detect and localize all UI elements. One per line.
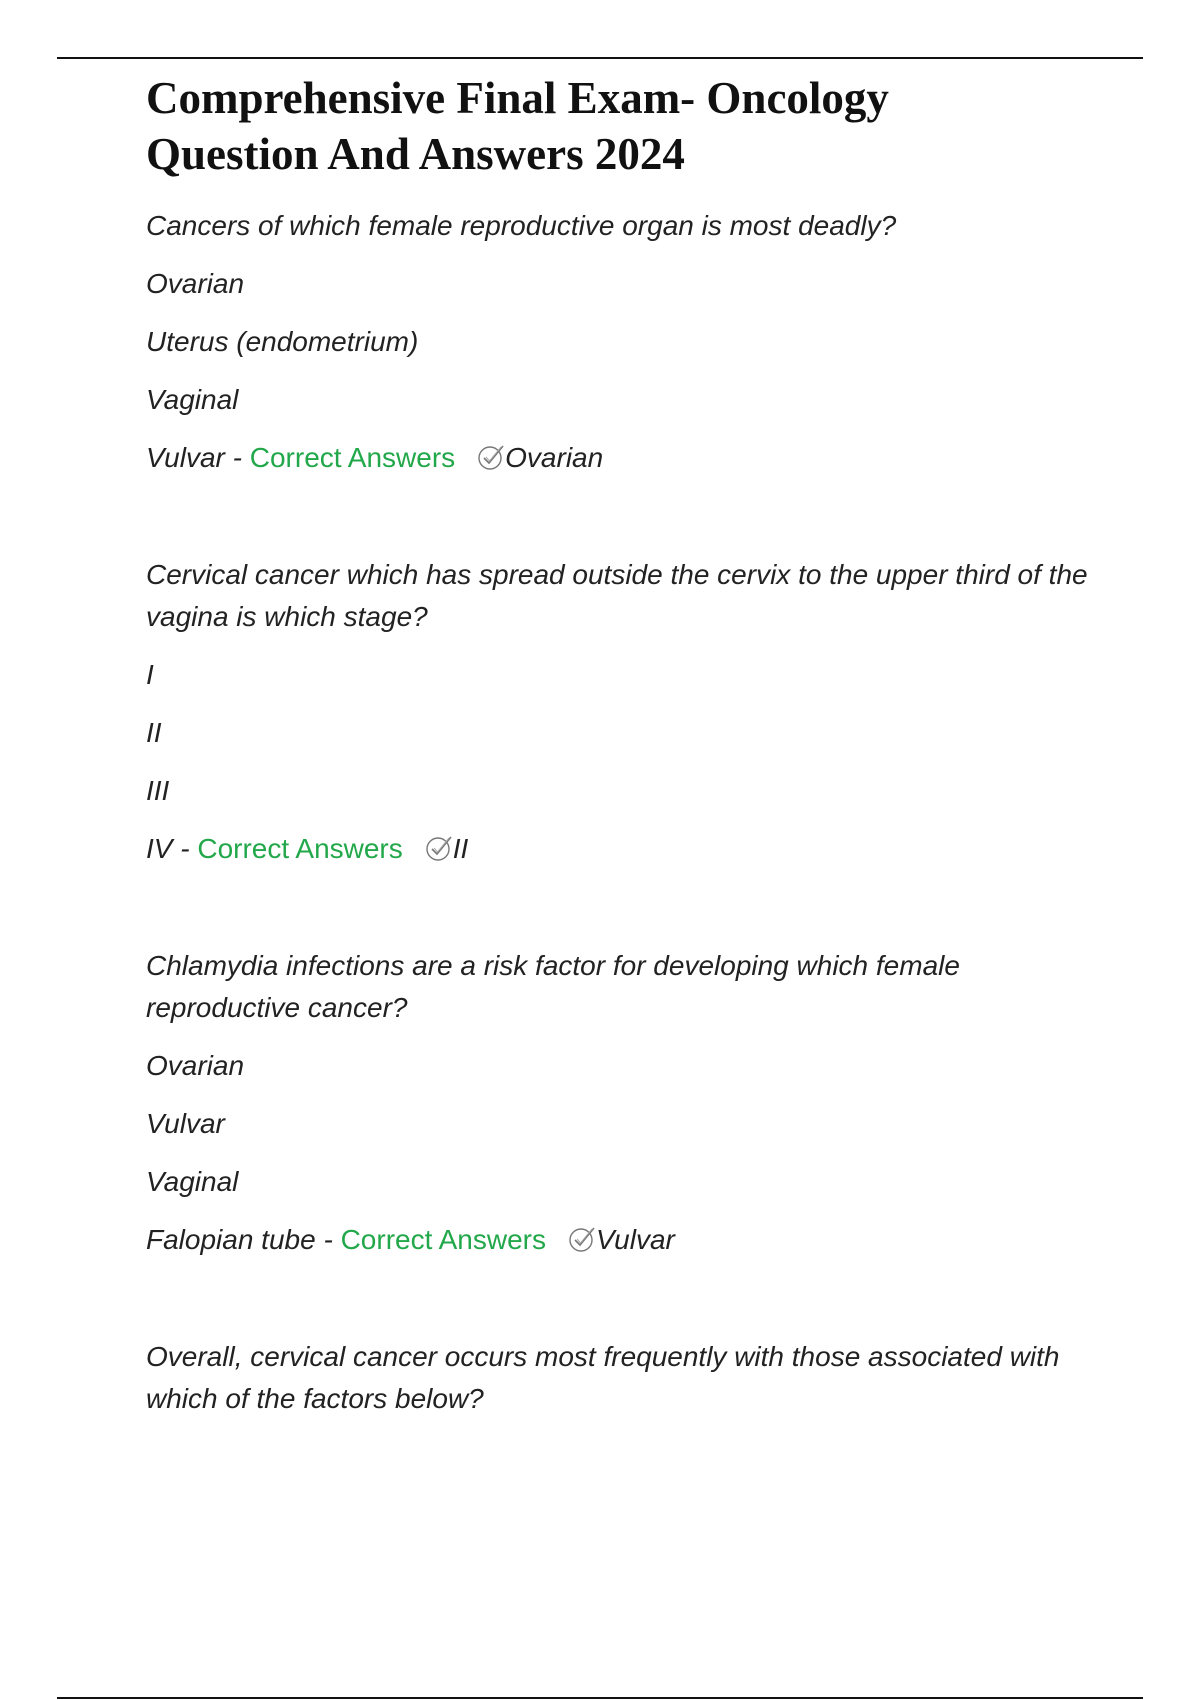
document-page xyxy=(146,70,1096,1436)
option-3: Vaginal xyxy=(146,384,239,415)
question-text: Chlamydia infections are a risk factor for developing which female reproductive cancer? xyxy=(146,950,960,1023)
option-3: III xyxy=(146,775,170,806)
option-4: IV xyxy=(146,833,173,864)
answer-line: Vulvar - Correct Answers Ovarian xyxy=(146,442,604,473)
correct-answers-label: Correct Answers xyxy=(249,442,456,473)
option-4: Vulvar xyxy=(146,442,225,473)
answer-line: IV - Correct Answers II xyxy=(146,833,469,864)
question-text: Cervical cancer which has spread outside the cervix to the upper third of the vagina is which stage? xyxy=(146,559,1088,632)
check-mark-icon xyxy=(477,443,505,471)
question-text: Cancers of which female reproductive organ is most deadly? xyxy=(146,210,897,241)
question-block-1 xyxy=(146,205,1096,479)
option-2: II xyxy=(146,717,162,748)
question-text: Overall, cervical cancer occurs most frequently with those associated with which of the factors below? xyxy=(146,1341,1060,1414)
option-3: Vaginal xyxy=(146,1166,239,1197)
correct-answer: Vulvar xyxy=(595,1224,675,1255)
check-mark-icon xyxy=(425,834,453,862)
correct-answers-label: Correct Answers xyxy=(197,833,403,864)
bottom-rule xyxy=(57,1697,1143,1699)
top-rule xyxy=(57,57,1143,59)
title-line-2: Question And Answers 2024 xyxy=(146,129,685,179)
option-4: Falopian tube xyxy=(146,1224,316,1255)
question-block-4 xyxy=(146,1336,1096,1420)
correct-answers-label: Correct Answers xyxy=(340,1224,546,1255)
check-mark-icon xyxy=(568,1225,596,1253)
answer-line: Falopian tube - Correct Answers Vulvar xyxy=(146,1224,675,1255)
option-1: I xyxy=(146,659,154,690)
option-2: Vulvar xyxy=(146,1108,225,1139)
option-1: Ovarian xyxy=(146,268,245,299)
correct-answer: II xyxy=(452,833,469,864)
option-2: Uterus (endometrium) xyxy=(146,326,419,357)
document-title xyxy=(146,70,1096,182)
option-1: Ovarian xyxy=(146,1050,245,1081)
question-block-3 xyxy=(146,945,1096,1261)
question-block-2 xyxy=(146,554,1096,870)
title-line-1: Comprehensive Final Exam- Oncology xyxy=(146,73,889,123)
correct-answer: Ovarian xyxy=(505,442,604,473)
